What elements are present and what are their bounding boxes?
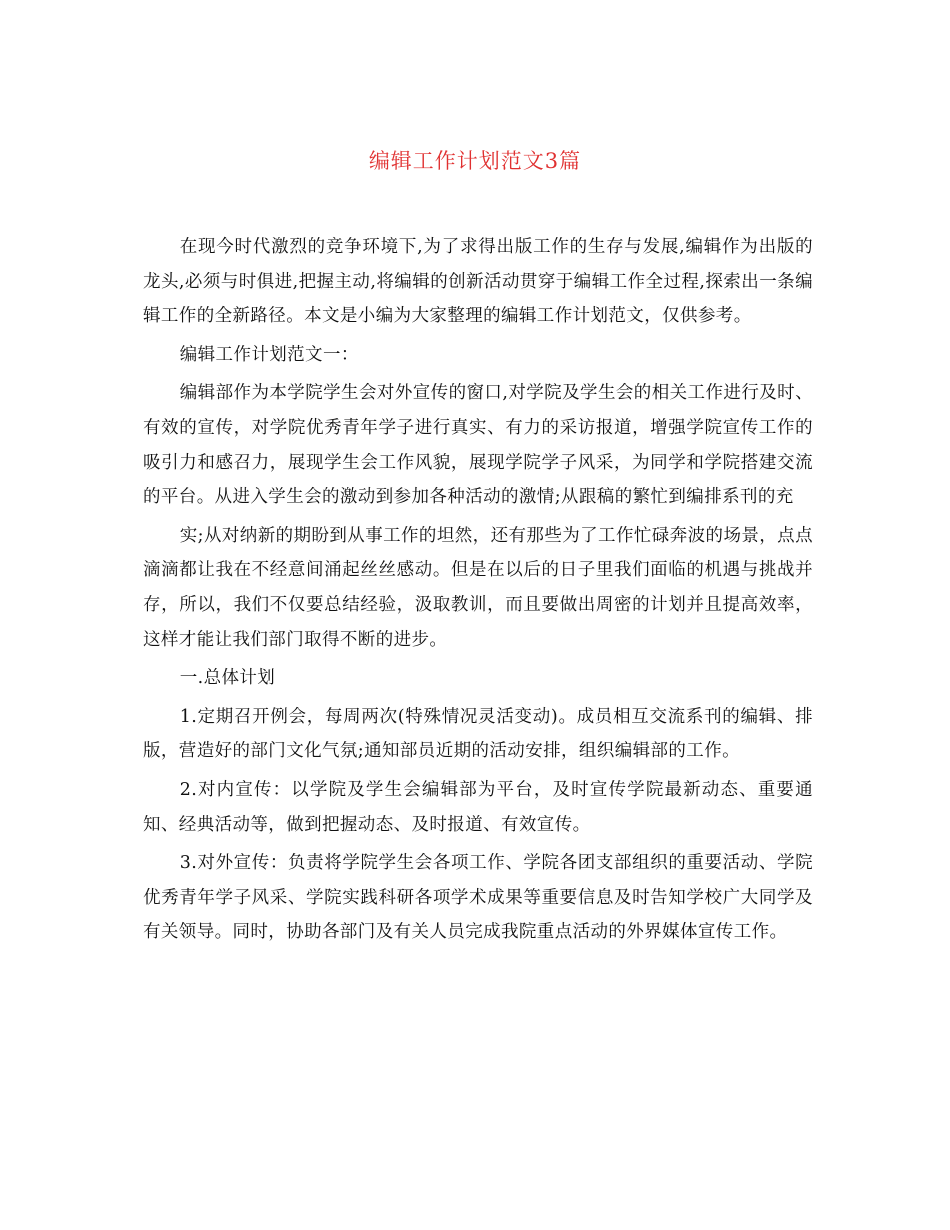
list-item: 1.定期召开例会，每周两次(特殊情况灵活变动)。成员相互交流系刊的编辑、排版，营造好的部门文化气氛;通知部员近期的活动安排，组织编辑部的工作。 bbox=[143, 706, 813, 762]
document-body bbox=[143, 230, 813, 954]
section-heading-plan-one: 编辑工作计划范文一： bbox=[179, 344, 359, 365]
list-item: 2.对内宣传：以学院及学生会编辑部为平台，及时宣传学院最新动态、重要通知、经典活动等，做到把握动态、及时报道、有效宣传。 bbox=[143, 779, 813, 835]
section-heading-overall-plan: 一.总体计划 bbox=[179, 668, 276, 689]
body-paragraph: 编辑部作为本学院学生会对外宣传的窗口,对学院及学生会的相关工作进行及时、有效的宣传，对学院优秀青年学子进行真实、有力的采访报道，增强学院宣传工作的吸引力和感召力，展现学生会工作风貌，展现学院学子风采，为同学和学院搭建交流的平台。从进入学生会的激动到参加各种活动的激情;从跟稿的繁忙到编排系刊的充 bbox=[143, 383, 813, 508]
list-item: 3.对外宣传：负责将学院学生会各项工作、学院各团支部组织的重要活动、学院优秀青年学子风采、学院实践科研各项学术成果等重要信息及时告知学校广大同学及有关领导。同时，协助各部门及有关人员完成我院重点活动的外界媒体宣传工作。 bbox=[143, 853, 813, 943]
intro-paragraph: 在现今时代激烈的竞争环境下,为了求得出版工作的生存与发展,编辑作为出版的龙头,必须与时俱进,把握主动,将编辑的创新活动贯穿于编辑工作全过程,探索出一条编辑工作的全新路径。本文是小编为大家整理的编辑工作计划范文，仅供参考。 bbox=[143, 237, 813, 327]
document-title: 编辑工作计划范文3篇 bbox=[368, 149, 582, 173]
body-paragraph: 实;从对纳新的期盼到从事工作的坦然，还有那些为了工作忙碌奔波的场景，点点滴滴都让我在不经意间涌起丝丝感动。但是在以后的日子里我们面临的机遇与挑战并存，所以，我们不仅要总结经验，汲取教训，而且要做出周密的计划并且提高效率，这样才能让我们部门取得不断的进步。 bbox=[143, 525, 813, 650]
